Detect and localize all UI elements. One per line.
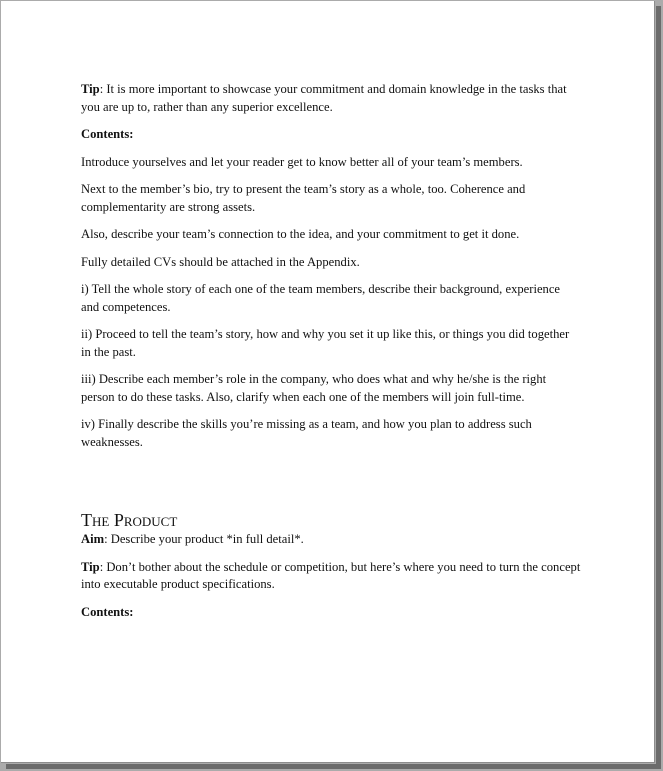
tip-paragraph [81, 81, 581, 116]
body-paragraph-7: iii) Describe each member’s role in the company, who does what and why he/she is the right person to do these tasks. Also, clarify when each one of the members will join full-time. [81, 372, 547, 404]
aim-text: : Describe your product *in full detail*. [104, 532, 304, 546]
contents-label: Contents: [81, 127, 134, 141]
body-paragraph-8: iv) Finally describe the skills you’re missing as a team, and how you plan to address such weaknesses. [81, 417, 532, 449]
aim-paragraph [81, 531, 581, 549]
body-paragraph-2: Next to the member’s bio, try to present the team’s story as a whole, too. Coherence and complementarity are strong assets. [81, 182, 526, 214]
aim-label: Aim [81, 532, 105, 546]
product-contents-label: Contents: [81, 604, 134, 619]
body-paragraph-6: ii) Proceed to tell the team’s story, how and why you set it up like this, or things you did together in the past. [81, 327, 570, 359]
body-paragraph-3: Also, describe your team’s connection to the idea, and your commitment to get it done. [81, 227, 520, 241]
body-paragraph-5: i) Tell the whole story of each one of the team members, describe their background, experience and competences. [81, 282, 561, 314]
product-tip-label: Tip [81, 559, 100, 574]
product-tip-paragraph [81, 559, 581, 594]
tip-text: : It is more important to showcase your commitment and domain knowledge in the tasks that you are up to, rather than any superior excellence. [81, 82, 567, 114]
section-heading-product: The Product [81, 510, 178, 530]
document-page [1, 1, 655, 763]
page-content [81, 81, 581, 631]
page-shadow-bottom [6, 764, 661, 769]
tip-label: Tip [81, 82, 100, 96]
page-shadow-right [656, 6, 661, 766]
product-tip-text: : Don’t bother about the schedule or competition, but here’s where you need to turn the concept into executable product specifications. [81, 559, 581, 591]
body-paragraph-1: Introduce yourselves and let your reader get to know better all of your team’s members. [81, 154, 523, 169]
body-paragraph-4: Fully detailed CVs should be attached in the Appendix. [81, 254, 360, 269]
